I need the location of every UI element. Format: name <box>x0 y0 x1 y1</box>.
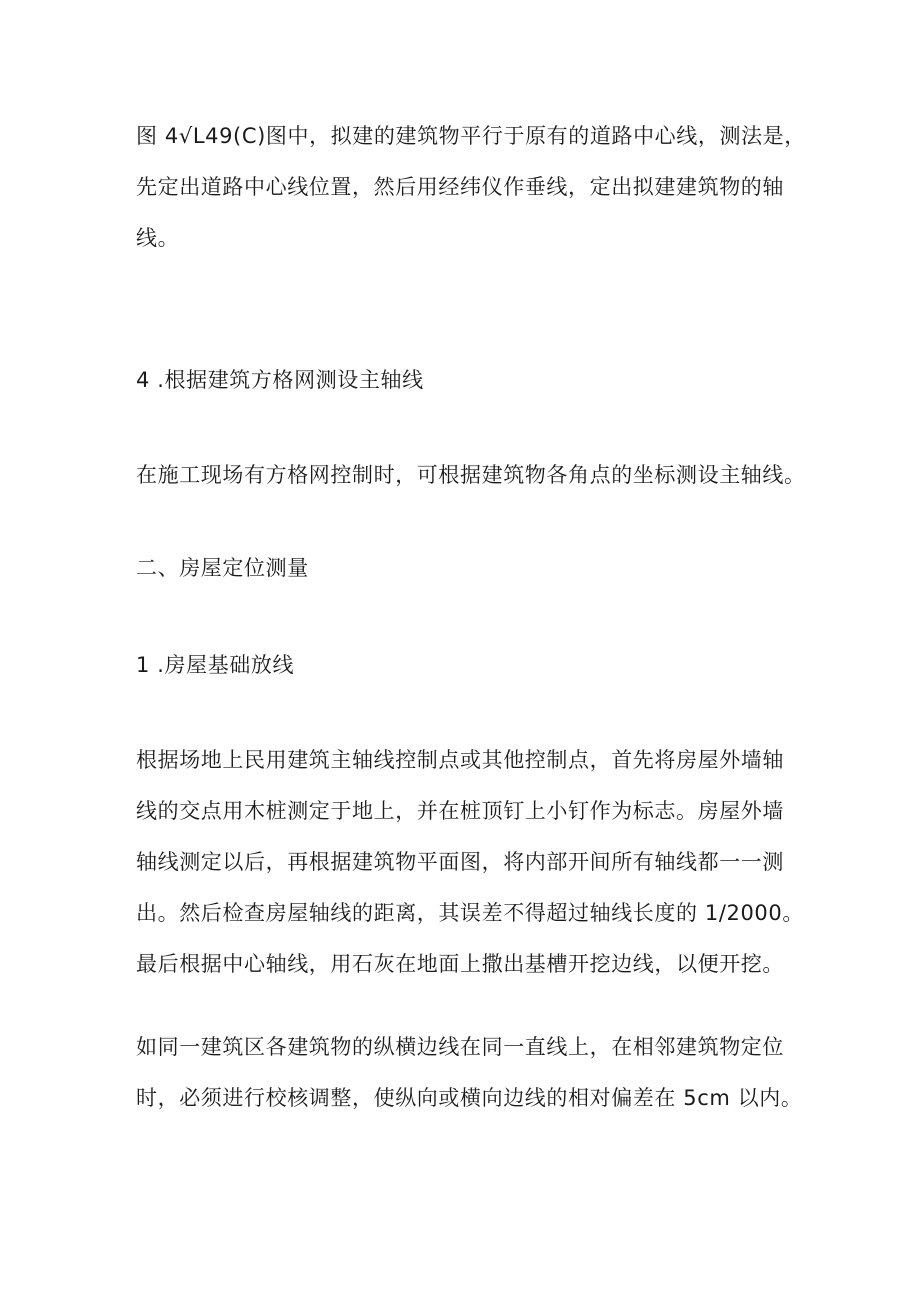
paragraph-line: 出。然后检查房屋轴线的距离，其误差不得超过轴线长度的 1/2000。 <box>136 901 804 925</box>
paragraph-line: 根据场地上民用建筑主轴线控制点或其他控制点，首先将房屋外墙轴 <box>136 748 784 772</box>
paragraph-line: 在施工现场有方格网控制时，可根据建筑物各角点的坐标测设主轴线。 <box>136 463 806 487</box>
heading-grid-axis: 4 .根据建筑方格网测设主轴线 <box>136 368 424 392</box>
paragraph-line: 最后根据中心轴线，用石灰在地面上撒出基槽开挖边线，以便开挖。 <box>136 952 784 976</box>
paragraph-grid-control <box>136 450 806 501</box>
paragraph-line: 线。 <box>136 226 180 250</box>
paragraph-line: 图 4√L49(C)图中，拟建的建筑物平行于原有的道路中心线，测法是， <box>136 124 806 148</box>
paragraph-line: 线的交点用木桩测定于地上，并在桩顶钉上小钉作为标志。房屋外墙 <box>136 799 784 823</box>
paragraph-line: 如同一建筑区各建筑物的纵横边线在同一直线上，在相邻建筑物定位 <box>136 1035 784 1059</box>
section-heading-house-positioning: 二、房屋定位测量 <box>136 556 309 580</box>
paragraph-axis-perpendicular <box>136 111 806 264</box>
paragraph-line: 时，必须进行校核调整，使纵向或横向边线的相对偏差在 5cm 以内。 <box>136 1086 803 1110</box>
paragraph-line: 轴线测定以后，再根据建筑物平面图，将内部开间所有轴线都一一测 <box>136 850 784 874</box>
paragraph-alignment-check <box>136 1022 806 1124</box>
paragraph-foundation-layout <box>136 735 806 990</box>
heading-foundation-layout: 1 .房屋基础放线 <box>136 653 295 677</box>
paragraph-line: 先定出道路中心线位置，然后用经纬仪作垂线，定出拟建建筑物的轴 <box>136 175 784 199</box>
